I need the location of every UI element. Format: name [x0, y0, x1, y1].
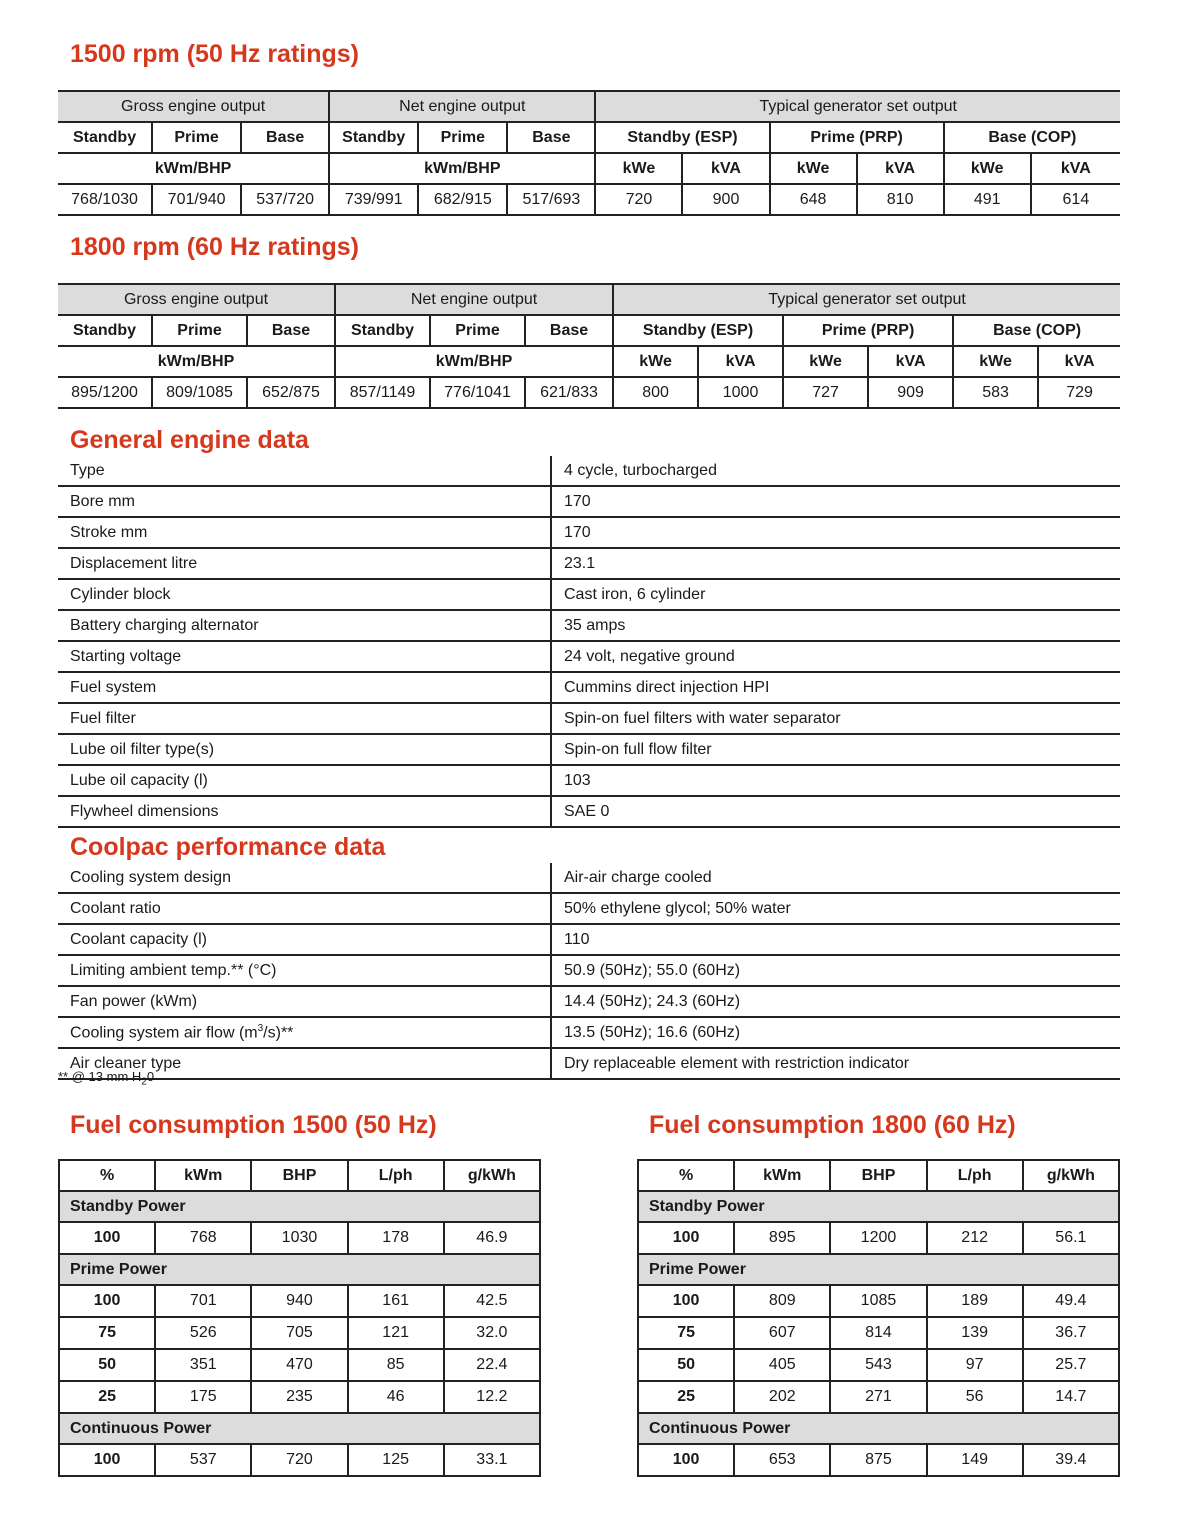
- col-standby: Standby: [58, 122, 152, 153]
- section-prime: Prime Power: [59, 1254, 540, 1285]
- table-cell: 351: [155, 1349, 251, 1381]
- heading-fuel-60hz: Fuel consumption 1800 (60 Hz): [649, 1111, 1016, 1139]
- spec-label: Displacement litre: [58, 548, 551, 579]
- value-cell: 517/693: [507, 184, 595, 215]
- table-cell: 46: [348, 1381, 444, 1413]
- section-prime: Prime Power: [638, 1254, 1119, 1285]
- unit-kwe: kWe: [595, 153, 682, 184]
- table-cell: 1030: [251, 1222, 347, 1254]
- table-cell: 39.4: [1023, 1444, 1119, 1476]
- col-header: L/ph: [927, 1160, 1023, 1191]
- col-header: BHP: [830, 1160, 926, 1191]
- table-cell: 149: [927, 1444, 1023, 1476]
- col-prime-prp: Prime (PRP): [783, 315, 953, 346]
- table-cell: 36.7: [1023, 1317, 1119, 1349]
- spec-label: Coolant ratio: [58, 893, 551, 924]
- spec-value: 50% ethylene glycol; 50% water: [551, 893, 1120, 924]
- table-cell: 526: [155, 1317, 251, 1349]
- airflow-tail: /s)**: [263, 1024, 294, 1042]
- spec-value: 35 amps: [551, 610, 1120, 641]
- table-cell: 12.2: [444, 1381, 540, 1413]
- value-cell: 857/1149: [335, 377, 430, 408]
- col-base: Base: [525, 315, 613, 346]
- table-cell: 25.7: [1023, 1349, 1119, 1381]
- col-base-cop: Base (COP): [953, 315, 1120, 346]
- spec-label: Cooling system design: [58, 863, 551, 893]
- spec-label: Fan power (kWm): [58, 986, 551, 1017]
- unit-kwm-bhp: kWm/BHP: [335, 346, 613, 377]
- unit-kwm-bhp: kWm/BHP: [58, 346, 335, 377]
- group-gross: Gross engine output: [58, 91, 329, 122]
- pct-cell: 100: [59, 1444, 155, 1476]
- table-cell: 875: [830, 1444, 926, 1476]
- spec-label: Limiting ambient temp.** (°C): [58, 955, 551, 986]
- group-gross: Gross engine output: [58, 284, 335, 315]
- table-cell: 701: [155, 1285, 251, 1317]
- col-prime: Prime: [430, 315, 525, 346]
- value-cell: 652/875: [247, 377, 335, 408]
- unit-kva: kVA: [868, 346, 953, 377]
- unit-kva: kVA: [1038, 346, 1120, 377]
- col-base: Base: [247, 315, 335, 346]
- value-cell: 909: [868, 377, 953, 408]
- table-cell: 49.4: [1023, 1285, 1119, 1317]
- table-cell: 175: [155, 1381, 251, 1413]
- spec-label: Starting voltage: [58, 641, 551, 672]
- table-cell: 720: [251, 1444, 347, 1476]
- spec-value: 110: [551, 924, 1120, 955]
- pct-cell: 25: [59, 1381, 155, 1413]
- pct-cell: 100: [638, 1285, 734, 1317]
- table-cell: 46.9: [444, 1222, 540, 1254]
- table-cell: 653: [734, 1444, 830, 1476]
- unit-kwm-bhp: kWm/BHP: [58, 153, 329, 184]
- unit-kwm-bhp: kWm/BHP: [329, 153, 595, 184]
- group-net: Net engine output: [335, 284, 613, 315]
- value-cell: 810: [857, 184, 944, 215]
- spec-value: Spin-on full flow filter: [551, 734, 1120, 765]
- value-cell: 800: [613, 377, 698, 408]
- unit-kva: kVA: [1031, 153, 1120, 184]
- spec-value: 23.1: [551, 548, 1120, 579]
- spec-value: 24 volt, negative ground: [551, 641, 1120, 672]
- spec-value: 170: [551, 517, 1120, 548]
- group-typical: Typical generator set output: [595, 91, 1120, 122]
- spec-label: Type: [58, 456, 551, 486]
- spec-value: Air-air charge cooled: [551, 863, 1120, 893]
- table-cell: 814: [830, 1317, 926, 1349]
- unit-kva: kVA: [682, 153, 769, 184]
- table-cell: 178: [348, 1222, 444, 1254]
- col-prime: Prime: [152, 122, 241, 153]
- table-cell: 189: [927, 1285, 1023, 1317]
- table-cell: 42.5: [444, 1285, 540, 1317]
- col-header: L/ph: [348, 1160, 444, 1191]
- spec-value: Cummins direct injection HPI: [551, 672, 1120, 703]
- col-standby: Standby: [335, 315, 430, 346]
- value-cell: 720: [595, 184, 682, 215]
- section-standby: Standby Power: [638, 1191, 1119, 1222]
- value-cell: 809/1085: [152, 377, 247, 408]
- fuel-table-50hz: [58, 1159, 541, 1477]
- spec-value: 103: [551, 765, 1120, 796]
- spec-label: Cylinder block: [58, 579, 551, 610]
- pct-cell: 25: [638, 1381, 734, 1413]
- spec-label: Air cleaner type: [58, 1048, 551, 1079]
- col-standby-esp: Standby (ESP): [613, 315, 783, 346]
- spec-label: Fuel filter: [58, 703, 551, 734]
- spec-value: 14.4 (50Hz); 24.3 (60Hz): [551, 986, 1120, 1017]
- spec-value: 170: [551, 486, 1120, 517]
- table-cell: 405: [734, 1349, 830, 1381]
- table-cell: 161: [348, 1285, 444, 1317]
- spec-label: Battery charging alternator: [58, 610, 551, 641]
- value-cell: 491: [944, 184, 1031, 215]
- ratings-table-1800: [58, 283, 1120, 409]
- airflow-sup: 3: [257, 1022, 264, 1034]
- spec-value: 13.5 (50Hz); 16.6 (60Hz): [551, 1017, 1120, 1048]
- spec-value: SAE 0: [551, 796, 1120, 827]
- table-cell: 470: [251, 1349, 347, 1381]
- col-header: g/kWh: [444, 1160, 540, 1191]
- table-cell: 537: [155, 1444, 251, 1476]
- col-base: Base: [241, 122, 329, 153]
- table-cell: 139: [927, 1317, 1023, 1349]
- value-cell: 900: [682, 184, 769, 215]
- unit-kwe: kWe: [944, 153, 1031, 184]
- table-cell: 705: [251, 1317, 347, 1349]
- col-header: %: [638, 1160, 734, 1191]
- table-cell: 56: [927, 1381, 1023, 1413]
- table-cell: 56.1: [1023, 1222, 1119, 1254]
- table-cell: 607: [734, 1317, 830, 1349]
- table-cell: 85: [348, 1349, 444, 1381]
- spec-label: Flywheel dimensions: [58, 796, 551, 827]
- spec-label: Fuel system: [58, 672, 551, 703]
- pct-cell: 100: [638, 1444, 734, 1476]
- value-cell: 895/1200: [58, 377, 152, 408]
- col-standby: Standby: [329, 122, 418, 153]
- value-cell: 701/940: [152, 184, 241, 215]
- pct-cell: 100: [59, 1222, 155, 1254]
- pct-cell: 75: [638, 1317, 734, 1349]
- unit-kwe: kWe: [770, 153, 857, 184]
- spec-value: Dry replaceable element with restriction indicator: [551, 1048, 1120, 1079]
- value-cell: 583: [953, 377, 1038, 408]
- pct-cell: 75: [59, 1317, 155, 1349]
- col-header: kWm: [155, 1160, 251, 1191]
- table-cell: 97: [927, 1349, 1023, 1381]
- table-cell: 940: [251, 1285, 347, 1317]
- value-cell: 682/915: [418, 184, 507, 215]
- table-cell: 809: [734, 1285, 830, 1317]
- value-cell: 648: [770, 184, 857, 215]
- spec-value: 4 cycle, turbocharged: [551, 456, 1120, 486]
- pct-cell: 100: [59, 1285, 155, 1317]
- spec-label: Bore mm: [58, 486, 551, 517]
- unit-kwe: kWe: [953, 346, 1038, 377]
- col-prime: Prime: [152, 315, 247, 346]
- col-standby: Standby: [58, 315, 152, 346]
- section-standby: Standby Power: [59, 1191, 540, 1222]
- section-continuous: Continuous Power: [59, 1413, 540, 1444]
- footnote: [58, 1069, 154, 1088]
- table-cell: 202: [734, 1381, 830, 1413]
- col-header: g/kWh: [1023, 1160, 1119, 1191]
- heading-general-engine-data: General engine data: [70, 426, 309, 454]
- note-sub: 2: [141, 1076, 147, 1088]
- value-cell: 537/720: [241, 184, 329, 215]
- general-engine-table: [58, 456, 1120, 828]
- table-cell: 33.1: [444, 1444, 540, 1476]
- value-cell: 776/1041: [430, 377, 525, 408]
- group-typical: Typical generator set output: [613, 284, 1120, 315]
- col-header: %: [59, 1160, 155, 1191]
- unit-kwe: kWe: [783, 346, 868, 377]
- table-cell: 125: [348, 1444, 444, 1476]
- section-continuous: Continuous Power: [638, 1413, 1119, 1444]
- heading-1800-rpm: 1800 rpm (60 Hz ratings): [70, 233, 359, 261]
- table-cell: 768: [155, 1222, 251, 1254]
- table-cell: 14.7: [1023, 1381, 1119, 1413]
- coolpac-table: [58, 863, 1120, 1080]
- value-cell: 621/833: [525, 377, 613, 408]
- pct-cell: 50: [638, 1349, 734, 1381]
- spec-label: Lube oil filter type(s): [58, 734, 551, 765]
- note-post: 0: [146, 1069, 155, 1084]
- col-header: kWm: [734, 1160, 830, 1191]
- value-cell: 614: [1031, 184, 1120, 215]
- heading-coolpac-performance: Coolpac performance data: [70, 833, 386, 861]
- heading-1500-rpm: 1500 rpm (50 Hz ratings): [70, 40, 359, 68]
- col-base-cop: Base (COP): [944, 122, 1120, 153]
- airflow-label: Cooling system air flow (m: [70, 1024, 258, 1042]
- heading-fuel-50hz: Fuel consumption 1500 (50 Hz): [70, 1111, 437, 1139]
- unit-kva: kVA: [698, 346, 783, 377]
- col-prime-prp: Prime (PRP): [770, 122, 944, 153]
- value-cell: 1000: [698, 377, 783, 408]
- spec-label: Lube oil capacity (l): [58, 765, 551, 796]
- col-header: BHP: [251, 1160, 347, 1191]
- table-cell: 212: [927, 1222, 1023, 1254]
- table-cell: 235: [251, 1381, 347, 1413]
- pct-cell: 100: [638, 1222, 734, 1254]
- col-prime: Prime: [418, 122, 507, 153]
- spec-label: Coolant capacity (l): [58, 924, 551, 955]
- table-cell: 1200: [830, 1222, 926, 1254]
- ratings-table-1500: [58, 90, 1120, 216]
- value-cell: 727: [783, 377, 868, 408]
- spec-value: 50.9 (50Hz); 55.0 (60Hz): [551, 955, 1120, 986]
- unit-kva: kVA: [857, 153, 944, 184]
- table-cell: 32.0: [444, 1317, 540, 1349]
- group-net: Net engine output: [329, 91, 595, 122]
- spec-label-airflow: [58, 1017, 551, 1048]
- pct-cell: 50: [59, 1349, 155, 1381]
- spec-value: Cast iron, 6 cylinder: [551, 579, 1120, 610]
- col-base: Base: [507, 122, 595, 153]
- table-cell: 121: [348, 1317, 444, 1349]
- table-cell: 1085: [830, 1285, 926, 1317]
- note-pre: ** @ 13 mm H: [58, 1069, 142, 1084]
- fuel-table-60hz: [637, 1159, 1120, 1477]
- spec-label: Stroke mm: [58, 517, 551, 548]
- value-cell: 729: [1038, 377, 1120, 408]
- table-cell: 543: [830, 1349, 926, 1381]
- table-cell: 22.4: [444, 1349, 540, 1381]
- unit-kwe: kWe: [613, 346, 698, 377]
- spec-value: Spin-on fuel filters with water separator: [551, 703, 1120, 734]
- value-cell: 768/1030: [58, 184, 152, 215]
- table-cell: 895: [734, 1222, 830, 1254]
- value-cell: 739/991: [329, 184, 418, 215]
- col-standby-esp: Standby (ESP): [595, 122, 769, 153]
- table-cell: 271: [830, 1381, 926, 1413]
